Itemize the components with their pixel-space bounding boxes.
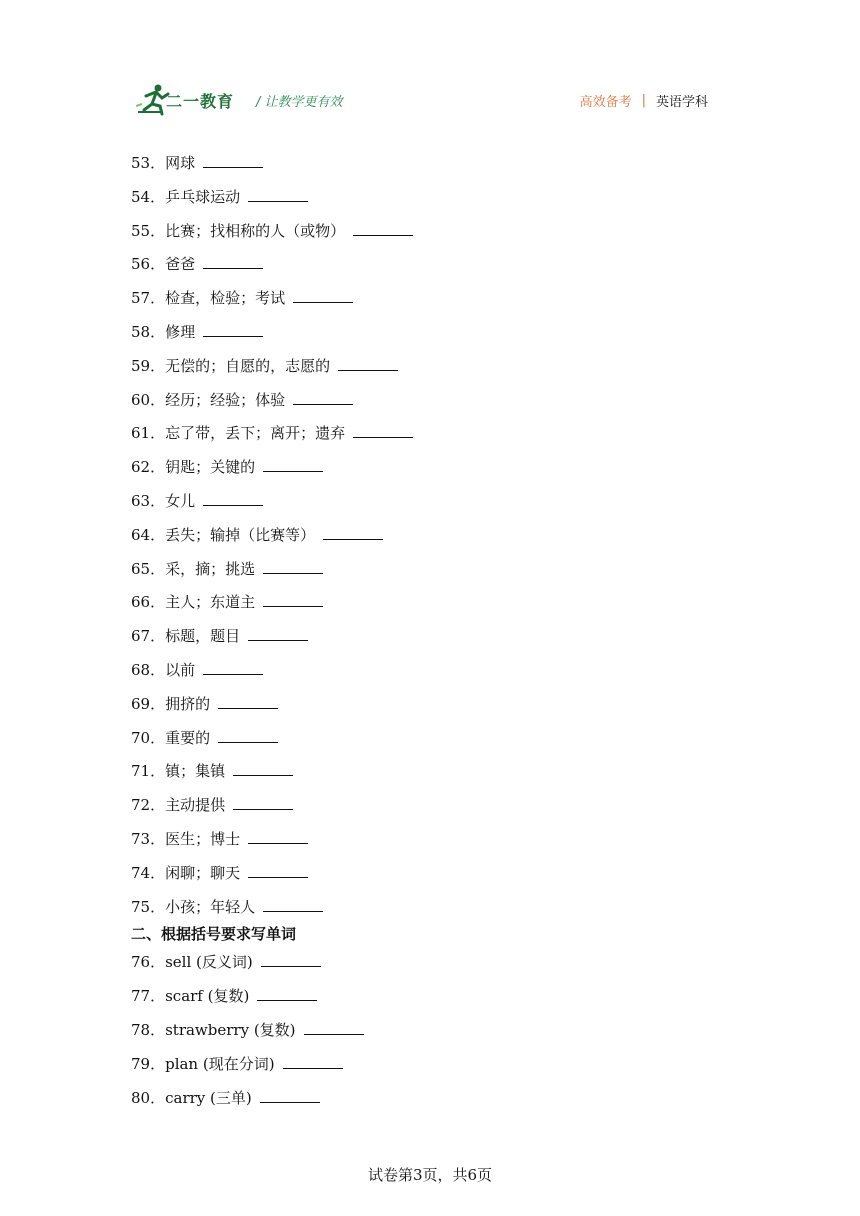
answer-blank[interactable] xyxy=(293,388,353,405)
question-item xyxy=(131,353,731,387)
answer-blank[interactable] xyxy=(248,185,308,202)
question-number: 60． xyxy=(131,390,166,409)
question-item xyxy=(131,319,731,353)
question-number: 64． xyxy=(131,525,166,544)
answer-blank[interactable] xyxy=(203,658,263,675)
answer-blank[interactable] xyxy=(263,590,323,607)
question-text: 医生；博士 xyxy=(165,829,241,848)
question-number: 55． xyxy=(131,221,166,240)
question-text: strawberry (复数) xyxy=(165,1020,296,1039)
answer-blank[interactable] xyxy=(304,1018,364,1035)
question-text: 闲聊；聊天 xyxy=(165,863,241,882)
question-text: 经历；经验；体验 xyxy=(165,390,286,409)
question-item xyxy=(131,657,731,691)
subject-tag: 英语学科 xyxy=(655,95,708,110)
question-item xyxy=(131,1017,731,1051)
question-number: 65． xyxy=(131,559,166,578)
question-item xyxy=(131,589,731,623)
exam-tag: 高效备考 xyxy=(579,95,632,110)
question-number: 74． xyxy=(131,863,166,882)
question-item xyxy=(131,1085,731,1119)
question-item xyxy=(131,454,731,488)
question-item xyxy=(131,725,731,759)
question-text: 丢失；输掉（比赛等） xyxy=(165,525,316,544)
question-number: 56． xyxy=(131,255,166,274)
question-number: 67． xyxy=(131,627,166,646)
answer-blank[interactable] xyxy=(261,950,321,967)
question-text: carry (三单) xyxy=(165,1088,252,1107)
question-text: 乒乓球运动 xyxy=(165,187,241,206)
page-header xyxy=(0,0,860,130)
question-text: 标题，题目 xyxy=(165,627,241,646)
question-text: plan (现在分词) xyxy=(165,1054,275,1073)
question-text: 检查，检验；考试 xyxy=(165,289,286,308)
answer-blank[interactable] xyxy=(248,861,308,878)
question-number: 78． xyxy=(131,1020,166,1039)
question-text: 钥匙；关键的 xyxy=(165,458,256,477)
question-number: 59． xyxy=(131,356,166,375)
slogan: / 让教学更有效 xyxy=(256,95,343,110)
question-number: 57． xyxy=(131,289,166,308)
answer-blank[interactable] xyxy=(263,557,323,574)
question-item xyxy=(131,488,731,522)
question-item xyxy=(131,184,731,218)
question-text: 无偿的；自愿的，志愿的 xyxy=(165,356,331,375)
question-item xyxy=(131,826,731,860)
answer-blank[interactable] xyxy=(233,759,293,776)
question-number: 69． xyxy=(131,694,166,713)
question-item xyxy=(131,792,731,826)
question-number: 68． xyxy=(131,660,166,679)
question-number: 61． xyxy=(131,424,166,443)
question-item xyxy=(131,522,731,556)
answer-blank[interactable] xyxy=(218,692,278,709)
answer-blank[interactable] xyxy=(353,421,413,438)
question-number: 73． xyxy=(131,829,166,848)
answer-blank[interactable] xyxy=(203,151,263,168)
question-text: 重要的 xyxy=(165,728,211,747)
answer-blank[interactable] xyxy=(203,320,263,337)
question-item xyxy=(131,420,731,454)
answer-blank[interactable] xyxy=(338,354,398,371)
question-item xyxy=(131,150,731,184)
question-text: 主动提供 xyxy=(165,796,226,815)
question-item xyxy=(131,251,731,285)
question-item xyxy=(131,387,731,421)
question-text: 拥挤的 xyxy=(165,694,211,713)
question-item xyxy=(131,1051,731,1085)
answer-blank[interactable] xyxy=(263,895,323,912)
answer-blank[interactable] xyxy=(248,624,308,641)
question-number: 80． xyxy=(131,1088,166,1107)
question-text: 爸爸 xyxy=(165,255,196,274)
question-item xyxy=(131,556,731,590)
header-divider: | xyxy=(641,93,646,108)
question-text: 小孩；年轻人 xyxy=(165,897,256,916)
question-text: 主人；东道主 xyxy=(165,593,256,612)
question-item xyxy=(131,860,731,894)
question-number: 75． xyxy=(131,897,166,916)
question-item xyxy=(131,285,731,319)
question-item xyxy=(131,218,731,252)
question-number: 72． xyxy=(131,796,166,815)
header-tags xyxy=(580,91,708,110)
question-text: 忘了带，丢下；离开；遗弃 xyxy=(165,424,346,443)
question-number: 71． xyxy=(131,762,166,781)
answer-blank[interactable] xyxy=(248,827,308,844)
answer-blank[interactable] xyxy=(263,455,323,472)
question-text: scarf (复数) xyxy=(165,987,250,1006)
question-text: 女儿 xyxy=(165,491,196,510)
question-number: 62． xyxy=(131,458,166,477)
answer-blank[interactable] xyxy=(203,489,263,506)
question-number: 77． xyxy=(131,987,166,1006)
answer-blank[interactable] xyxy=(293,286,353,303)
answer-blank[interactable] xyxy=(323,523,383,540)
question-number: 53． xyxy=(131,154,166,172)
question-item xyxy=(131,758,731,792)
question-number: 70． xyxy=(131,728,166,747)
section-title: 二、根据括号要求写单词 xyxy=(131,925,297,944)
question-text: 修理 xyxy=(165,322,196,341)
answer-blank[interactable] xyxy=(283,1052,343,1069)
answer-blank[interactable] xyxy=(353,219,413,236)
question-text: 比赛；找相称的人（或物） xyxy=(165,221,346,240)
question-number: 54． xyxy=(131,187,166,206)
question-number: 66． xyxy=(131,593,166,612)
answer-blank[interactable] xyxy=(233,793,293,810)
question-text: 镇；集镇 xyxy=(165,762,226,781)
question-item xyxy=(131,623,731,657)
answer-blank[interactable] xyxy=(257,984,317,1001)
question-text: 采，摘；挑选 xyxy=(165,559,256,578)
question-item xyxy=(131,691,731,725)
question-item xyxy=(131,983,731,1017)
question-number: 63． xyxy=(131,491,166,510)
page-footer: 试卷第3页，共6页 xyxy=(367,1166,493,1184)
logo-text: 二一教育 xyxy=(166,92,235,111)
question-text: 以前 xyxy=(165,660,196,679)
question-number: 79． xyxy=(131,1054,166,1073)
question-item xyxy=(131,949,731,983)
answer-blank[interactable] xyxy=(260,1086,320,1103)
answer-blank[interactable] xyxy=(218,726,278,743)
question-number: 58． xyxy=(131,322,166,341)
question-list xyxy=(131,150,731,1118)
question-text: 网球 xyxy=(165,154,196,172)
question-text: sell (反义词) xyxy=(165,953,253,972)
question-number: 76． xyxy=(131,953,166,972)
answer-blank[interactable] xyxy=(203,252,263,269)
